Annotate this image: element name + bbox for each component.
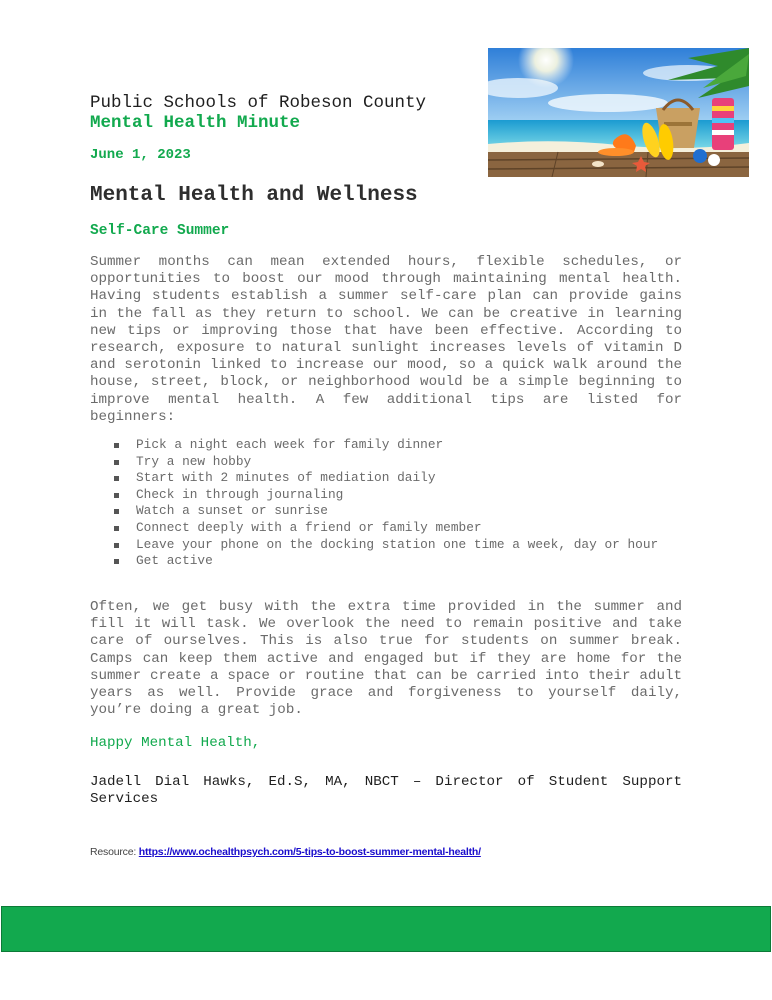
beach-scene-illustration xyxy=(488,48,749,177)
author-signature: Jadell Dial Hawks, Ed.S, MA, NBCT – Director of Student Support Services xyxy=(90,774,682,807)
list-item: Check in through journaling xyxy=(112,487,682,504)
tips-list xyxy=(112,437,682,570)
square-bullet-icon xyxy=(114,559,119,564)
list-item: Watch a sunset or sunrise xyxy=(112,503,682,520)
beach-photo xyxy=(488,48,749,177)
square-bullet-icon xyxy=(114,543,119,548)
issue-date: June 1, 2023 xyxy=(90,147,191,163)
list-item: Get active xyxy=(112,553,682,570)
organization-name: Public Schools of Robeson County xyxy=(90,93,427,113)
square-bullet-icon xyxy=(114,476,119,481)
section-subtitle: Self-Care Summer xyxy=(90,223,230,239)
intro-paragraph: Summer months can mean extended hours, flexible schedules, or opportunities to boost our mood through maintaining mental health. Having students establish a summer self-care plan can provide gains in the fall as they return to school. We can be creative in learning new tips or improving those that have been effective. According to research, exposure to natural sunlight increases levels of vitamin D and serotonin linked to increase our mood, so a quick walk around the house, street, block, or neighborhood would be a simple beginning to improve mental health. A few additional tips are listed for beginners: xyxy=(90,254,682,425)
newsletter-title: Mental Health Minute xyxy=(90,113,301,133)
resource-line xyxy=(90,846,481,858)
list-item: Start with 2 minutes of mediation daily xyxy=(112,470,682,487)
square-bullet-icon xyxy=(114,493,119,498)
body-paragraph: Often, we get busy with the extra time provided in the summer and fill it will task. We overlook the need to remain positive and take care of ourselves. This is also true for students on summer break. Camps can keep them active and engaged but if they are home for the summer create a space or routine that can be carried into their adult years as well. Provide grace and forgiveness to yourself daily, you’re doing a great job. xyxy=(90,599,682,719)
resource-label: Resource: xyxy=(90,846,137,858)
article-title: Mental Health and Wellness xyxy=(90,184,418,207)
list-item: Try a new hobby xyxy=(112,454,682,471)
square-bullet-icon xyxy=(114,443,119,448)
square-bullet-icon xyxy=(114,460,119,465)
footer-bar xyxy=(1,906,771,952)
list-item: Leave your phone on the docking station one time a week, day or hour xyxy=(112,537,682,554)
square-bullet-icon xyxy=(114,526,119,531)
square-bullet-icon xyxy=(114,509,119,514)
resource-link[interactable]: https://www.ochealthpsych.com/5-tips-to-boost-summer-mental-health/ xyxy=(138,846,481,858)
closing-line: Happy Mental Health, xyxy=(90,735,261,751)
list-item: Connect deeply with a friend or family member xyxy=(112,520,682,537)
list-item: Pick a night each week for family dinner xyxy=(112,437,682,454)
